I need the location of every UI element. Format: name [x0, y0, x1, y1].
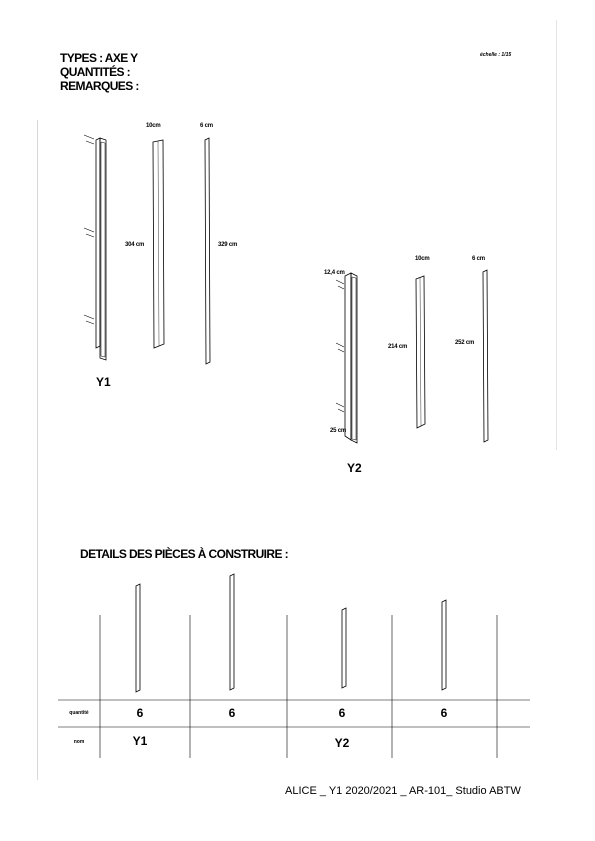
detail-piece-4 [442, 600, 446, 690]
y2-piece-6cm-drawing [483, 270, 488, 442]
y2-bottom-dimension: 25 cm [330, 428, 347, 434]
types-heading: TYPES : AXE Y [60, 51, 138, 65]
y2-top-dimension: 12,4 cm [324, 270, 345, 276]
detail-piece-3 [342, 608, 346, 688]
quantity-cell-4: 6 [440, 706, 448, 720]
y1-length-304: 304 cm [125, 242, 145, 248]
details-title: DETAILS DES PIÈCES À CONSTRUIRE : [80, 547, 289, 561]
remarques-heading: REMARQUES : [60, 79, 139, 93]
y2-length-252: 252 cm [455, 340, 475, 346]
name-cell-3: Y2 [334, 736, 350, 750]
y1-length-329: 329 cm [218, 242, 238, 248]
footer-title-block: ALICE _ Y1 2020/2021 _ AR-101_ Studio ABTW [285, 785, 521, 797]
quantity-cell-3: 6 [338, 706, 346, 720]
y2-piece-10cm-drawing [416, 276, 425, 428]
y2-label: Y2 [347, 461, 362, 475]
quantity-cell-2: 6 [228, 706, 236, 720]
detail-piece-1 [136, 584, 140, 692]
row-label-quantite: quantité [69, 710, 89, 716]
row-label-nom: nom [73, 739, 85, 745]
quantity-cell-1: 6 [136, 706, 144, 720]
y1-piece-10cm-drawing [153, 140, 164, 348]
y1-piece-6cm-drawing [205, 138, 210, 364]
y1-label: Y1 [96, 375, 111, 389]
y2-width-10cm: 10cm [415, 256, 430, 262]
y2-length-214: 214 cm [388, 344, 408, 350]
scale-note: échelle : 1/15 [480, 52, 512, 58]
y1-width-10cm: 10cm [146, 123, 161, 129]
detail-piece-2 [230, 574, 234, 690]
y1-assembly-drawing [84, 135, 106, 360]
name-cell-1: Y1 [132, 734, 148, 748]
y1-width-6cm: 6 cm [200, 123, 213, 129]
y2-width-6cm: 6 cm [472, 256, 485, 262]
quantites-heading: QUANTITÉS : [60, 65, 131, 79]
y2-assembly-drawing [336, 273, 357, 443]
